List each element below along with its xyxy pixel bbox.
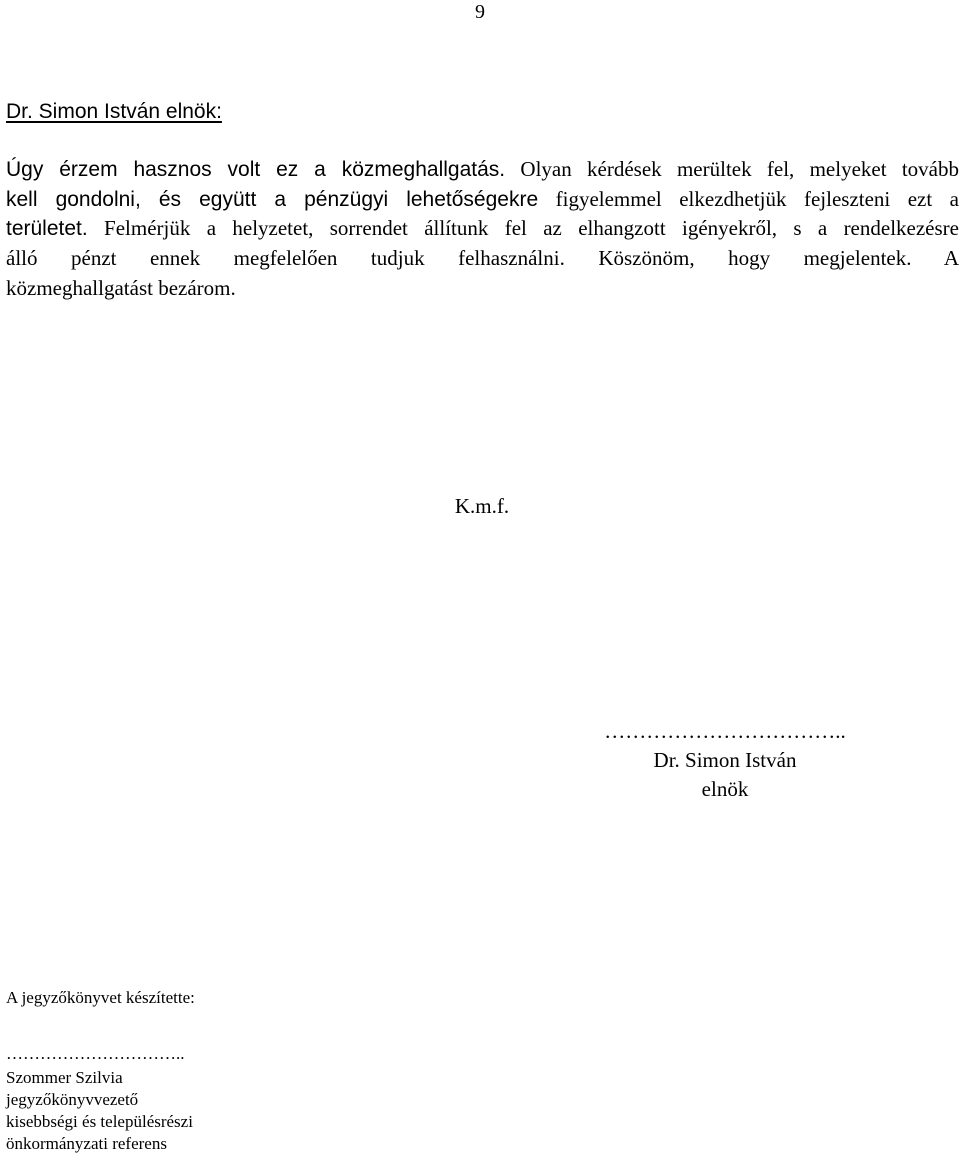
speech-text: Felmérjük a helyzetet, sorrendet állítunk fel az elhangzott igényekről, s a rendelkezésre — [87, 216, 959, 241]
page-number: 9 — [475, 1, 485, 23]
speech-line — [6, 155, 959, 185]
speech-text: kell gondolni, és együtt a pénzügyi lehetőségekre — [6, 187, 539, 211]
author-label: A jegyzőkönyvet készítette: — [6, 988, 195, 1007]
speech-text: közmeghallgatást bezárom. — [6, 275, 236, 300]
speech-text: álló pénzt ennek megfelelően tudjuk felhasználni. Köszönöm, hogy megjelentek. A — [6, 246, 959, 271]
author-block — [6, 987, 195, 1155]
speech-line — [6, 214, 959, 244]
speech-text: Olyan kérdések merültek fel, melyeket tovább — [505, 157, 959, 181]
speech-paragraph — [6, 155, 959, 304]
speech-line — [6, 185, 959, 215]
author-role: jegyzőkönyvvezető — [6, 1090, 139, 1109]
speaker-heading: Dr. Simon István elnök: — [6, 100, 222, 123]
author-role-line3: önkormányzati referens — [6, 1134, 167, 1153]
speech-text: területet. — [6, 217, 88, 241]
speech-text: Úgy érzem hasznos volt ez a közmeghallgatás. — [6, 158, 506, 181]
speech-line — [6, 244, 959, 274]
signature-block — [560, 717, 890, 804]
signature-name: Dr. Simon István — [653, 748, 797, 772]
author-role-line2: kisebbségi és településrészi — [6, 1112, 193, 1131]
speech-line — [6, 274, 959, 304]
author-signature-line: ………………………….. — [6, 1044, 185, 1063]
author-name: Szommer Szilvia — [6, 1068, 123, 1087]
signature-title: elnök — [701, 777, 749, 801]
speech-text: figyelemmel elkezdhetjük fejleszteni ezt a — [538, 186, 959, 211]
signature-line: …………………………….. — [604, 719, 846, 743]
kmf-closing: K.m.f. — [454, 494, 510, 518]
